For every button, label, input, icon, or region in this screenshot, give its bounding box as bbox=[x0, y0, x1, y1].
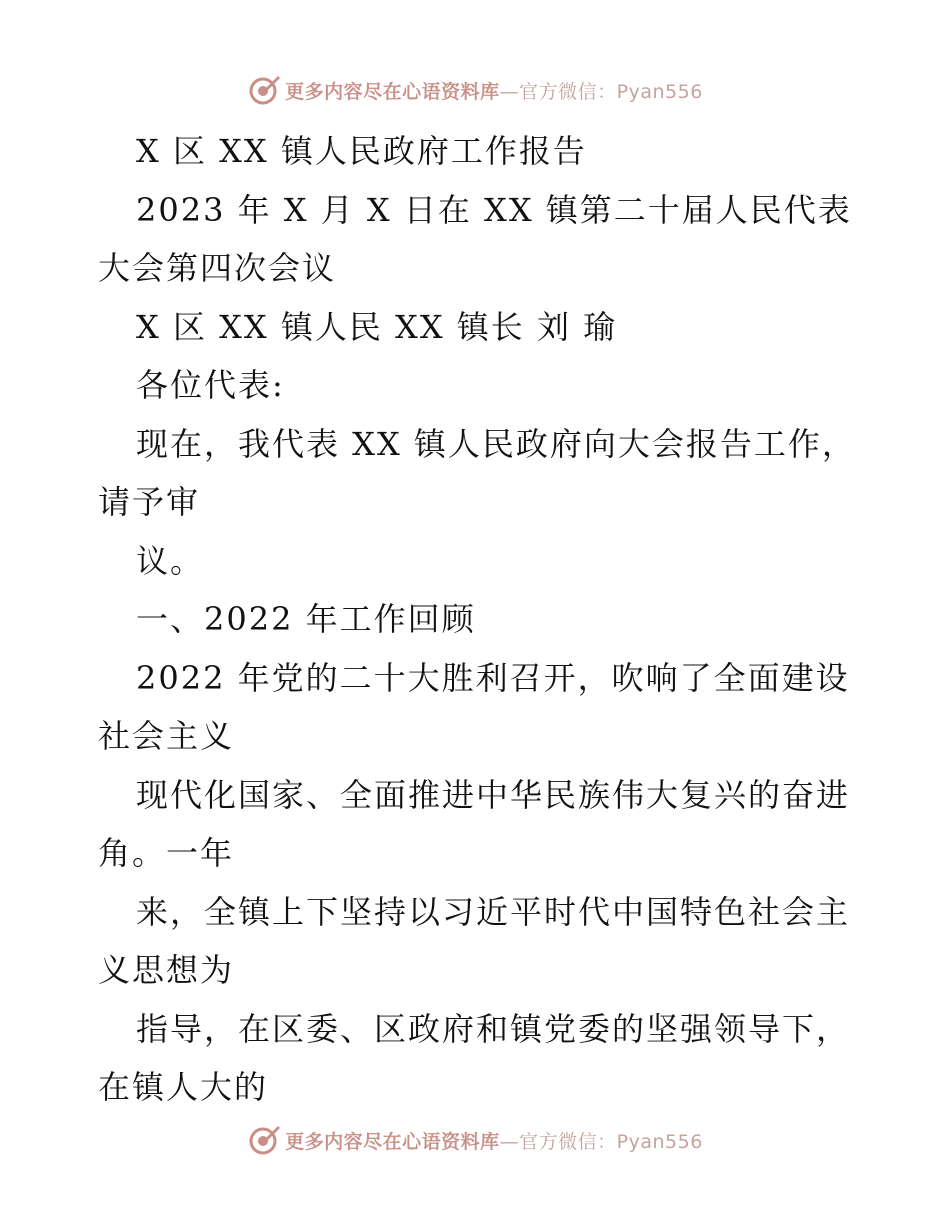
watermark-dash: — bbox=[499, 1130, 520, 1153]
text-line: 请予审 bbox=[98, 483, 201, 521]
watermark-wechat: 官方微信：Pyan556 bbox=[519, 1130, 703, 1153]
watermark-dash: — bbox=[499, 80, 520, 103]
pen-logo-icon bbox=[247, 1123, 281, 1157]
watermark-header bbox=[0, 70, 950, 110]
text-line: 社会主义 bbox=[98, 717, 235, 755]
text-line: 现在，我代表 XX 镇人民政府向大会报告工作， bbox=[136, 424, 856, 463]
text-line: X 区 XX 镇人民 XX 镇长 刘 瑜 bbox=[136, 307, 618, 346]
text-line: 大会第四次会议 bbox=[98, 249, 337, 287]
watermark-wechat: 官方微信：Pyan556 bbox=[519, 80, 703, 103]
text-line: 各位代表: bbox=[136, 366, 285, 404]
text-line: X 区 XX 镇人民政府工作报告 bbox=[136, 132, 587, 170]
text-line: 2023 年 X 月 X 日在 XX 镇第二十届人民代表 bbox=[136, 190, 852, 229]
text-line: 在镇人大的 bbox=[98, 1068, 269, 1106]
watermark-brand: 更多内容尽在心语资料库 bbox=[285, 1130, 500, 1153]
text-line: 一、2022 年工作回顾 bbox=[136, 600, 476, 638]
watermark-footer bbox=[0, 1120, 950, 1160]
watermark-brand: 更多内容尽在心语资料库 bbox=[285, 80, 500, 103]
watermark-text bbox=[285, 77, 703, 104]
text-line: 角。一年 bbox=[98, 834, 235, 872]
document-body bbox=[98, 122, 858, 1117]
text-line: 来，全镇上下坚持以习近平时代中国特色社会主 bbox=[136, 892, 851, 931]
text-line: 议。 bbox=[136, 541, 205, 580]
text-line: 2022 年党的二十大胜利召开，吹响了全面建设 bbox=[136, 658, 850, 697]
watermark-text bbox=[285, 1127, 703, 1154]
text-line: 义思想为 bbox=[98, 951, 235, 989]
text-line: 指导，在区委、区政府和镇党委的坚强领导下， bbox=[136, 1009, 851, 1048]
pen-logo-icon bbox=[247, 73, 281, 107]
text-line: 现代化国家、全面推进中华民族伟大复兴的奋进 bbox=[136, 775, 851, 814]
